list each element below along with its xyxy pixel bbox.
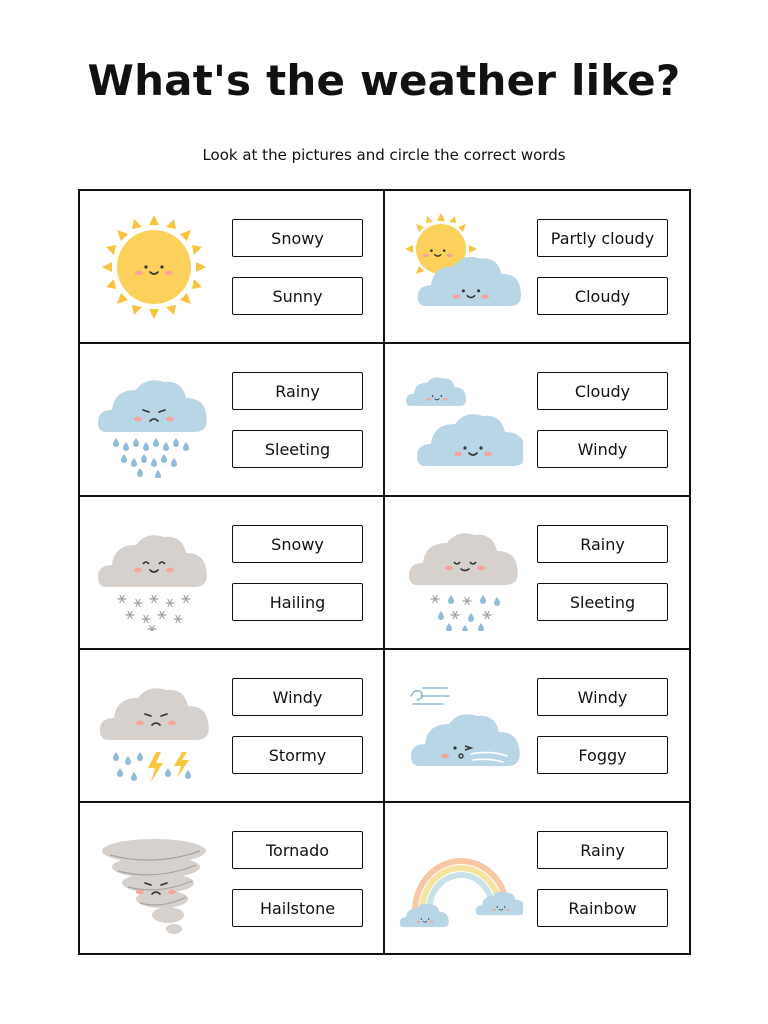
weather-card-10 xyxy=(385,803,690,955)
weather-card-8 xyxy=(385,650,690,802)
rain-cloud-icon xyxy=(96,362,212,478)
answer-option[interactable]: Hailstone xyxy=(232,889,363,927)
rainbow-icon xyxy=(395,821,523,937)
weather-card-5 xyxy=(80,497,385,649)
partly-cloudy-icon xyxy=(399,209,523,325)
weather-card-2 xyxy=(385,191,690,343)
storm-cloud-icon xyxy=(96,668,212,784)
answer-option[interactable]: Stormy xyxy=(232,736,363,774)
windy-cloud-icon xyxy=(399,668,523,784)
answer-option[interactable]: Rainy xyxy=(537,831,668,869)
instructions: Look at the pictures and circle the correct words xyxy=(202,146,566,164)
weather-card-1 xyxy=(80,191,385,343)
answer-option[interactable]: Hailing xyxy=(232,583,363,621)
answer-option[interactable]: Partly cloudy xyxy=(537,219,668,257)
answer-option[interactable]: Rainy xyxy=(232,372,363,410)
answer-option[interactable]: Foggy xyxy=(537,736,668,774)
answer-option[interactable]: Snowy xyxy=(232,525,363,563)
answer-option[interactable]: Sleeting xyxy=(537,583,668,621)
weather-card-7 xyxy=(80,650,385,802)
answer-option[interactable]: Rainy xyxy=(537,525,668,563)
tornado-icon xyxy=(96,821,212,937)
answer-option[interactable]: Cloudy xyxy=(537,372,668,410)
answer-option[interactable]: Windy xyxy=(232,678,363,716)
answer-option[interactable]: Windy xyxy=(537,430,668,468)
answer-option[interactable]: Sleeting xyxy=(232,430,363,468)
answer-option[interactable]: Rainbow xyxy=(537,889,668,927)
answer-option[interactable]: Sunny xyxy=(232,277,363,315)
answer-option[interactable]: Cloudy xyxy=(537,277,668,315)
sun-icon xyxy=(96,209,212,325)
weather-card-9 xyxy=(80,803,385,955)
weather-card-4 xyxy=(385,344,690,496)
answer-option[interactable]: Windy xyxy=(537,678,668,716)
clouds-icon xyxy=(399,362,523,478)
snow-cloud-icon xyxy=(96,515,212,631)
weather-card-3 xyxy=(80,344,385,496)
answer-option[interactable]: Tornado xyxy=(232,831,363,869)
weather-card-6 xyxy=(385,497,690,649)
answer-option[interactable]: Snowy xyxy=(232,219,363,257)
sleet-cloud-icon xyxy=(407,515,523,631)
page-title: What's the weather like? xyxy=(87,56,681,105)
